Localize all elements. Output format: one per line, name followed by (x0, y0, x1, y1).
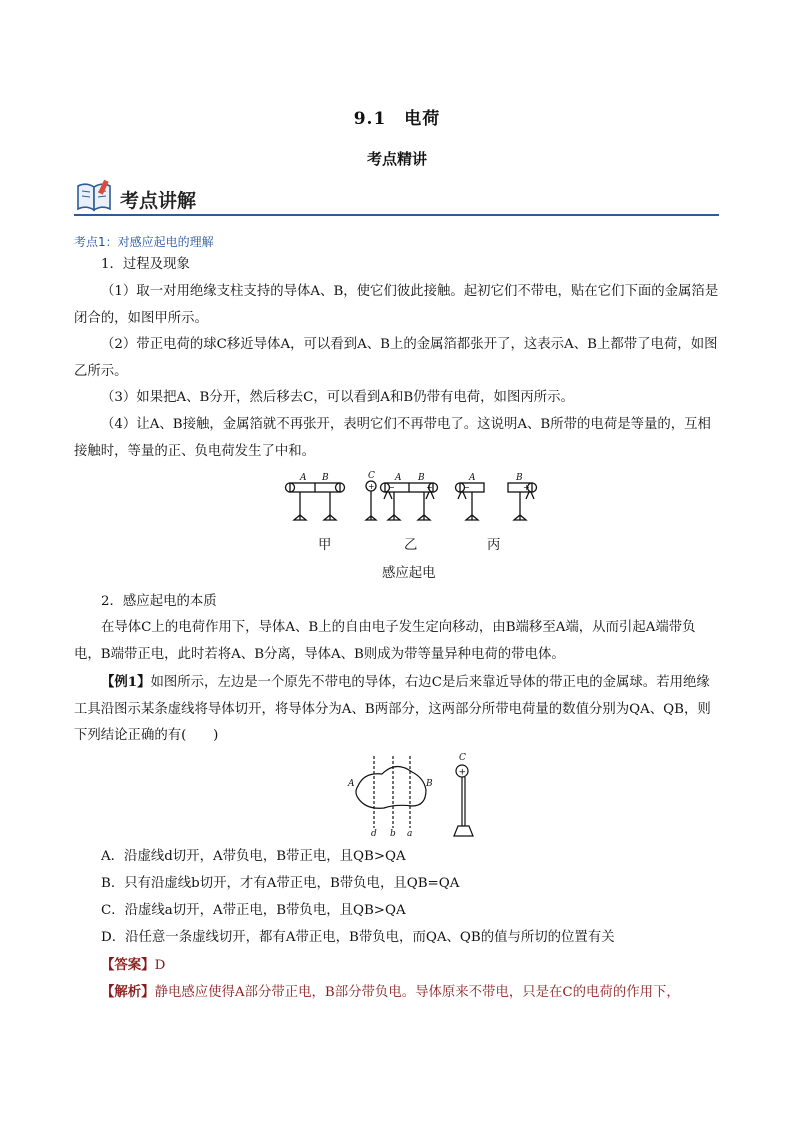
example-block (74, 669, 722, 750)
fig1-label-b: B (322, 473, 329, 483)
section2-text: 在导体C上的电荷作用下，导体A、B上的自由电子发生定向移动，由B端移至A端，从而引起A端带负电，B端带正电，此时若将A、B分离，导体A、B则成为带等量异种电荷的带电体。 (74, 620, 696, 662)
item-4: （4）让A、B接触，金属箔就不再张开，表明它们不再带电了。这说明A、B所带的电荷是等量的，互相接触时，等量的正、负电荷发生了中和。 (74, 417, 711, 459)
page-title: 9.1 电荷 (353, 109, 441, 129)
fig1-label-b3: B (516, 473, 523, 483)
analysis-text: 静电感应使得A部分带正电，B部分带负电。导体原来不带电，只是在C的电荷的作用下， (154, 985, 680, 1000)
fig2-label-C: C (459, 753, 466, 763)
analysis-line (74, 979, 722, 1007)
option-c: C．沿虚线a切开，A带正电，B带负电，且QB>QA (101, 903, 406, 918)
banner-divider (74, 214, 719, 216)
fig2-label-B: B (426, 779, 433, 789)
answer-line (74, 952, 722, 980)
answer-value: D (154, 958, 166, 973)
section2-heading: 2．感应起电的本质 (101, 594, 217, 609)
fig1-plus-b: + (426, 483, 433, 492)
fig1-label-b2: B (418, 473, 425, 483)
open-book-icon (74, 178, 114, 214)
answer-tag: 【答案】 (101, 957, 155, 973)
fig1-label-a2: A (395, 473, 402, 483)
fig1-label-a: A (300, 473, 307, 483)
item-2: （2）带正电荷的球C移近导体A，可以看到A、B上的金属箔都张开了，这表示A、B上都带了电荷，如图乙所示。 (74, 337, 718, 379)
option-a: A．沿虚线d切开，A带负电，B带正电，且QB>QA (101, 849, 406, 864)
fig2-label-b: b (390, 829, 396, 839)
fig1-plus-c: + (368, 482, 375, 491)
fig1-label-c: C (368, 471, 375, 481)
fig1-plus-b3: + (523, 483, 530, 492)
example-tag: 【例1】 (101, 674, 151, 690)
fig1-label-jia: 甲 (318, 538, 332, 553)
analysis-tag: 【解析】 (101, 984, 155, 1000)
fig1-label-yi: 乙 (404, 538, 418, 553)
option-d: D．沿任意一条虚线切开，都有A带正电，B带负电，而QA、QB的值与所切的位置有关 (101, 930, 615, 945)
example-text: 如图所示，左边是一个原先不带电的导体，右边C是后来靠近导体的带正电的金属球。若用绝缘工具沿图示某条虚线将导体切开，将导体分为A、B两部分，这两部分所带电荷量的数值分别为QA、QB，则下列结论正确的有( ) (74, 675, 711, 743)
fig1-minus-a: − (388, 483, 395, 492)
cut-figure (344, 750, 484, 840)
fig2-label-A: A (348, 779, 355, 789)
fig1-minus-a3: − (463, 483, 470, 492)
item-3: （3）如果把A、B分开，然后移去C，可以看到A和B仍带有电荷，如图丙所示。 (101, 390, 574, 405)
fig1-label-bing: 丙 (487, 538, 501, 553)
point-heading: 考点1：对感应起电的理解 (74, 235, 214, 249)
option-b: B．只有沿虚线b切开，才有A带正电，B带负电，且QB=QA (101, 876, 460, 891)
fig1-label-a3: A (469, 473, 476, 483)
fig2-label-d: d (371, 829, 377, 839)
page-subtitle: 考点精讲 (366, 150, 427, 168)
fig2-plus-sign: + (458, 767, 467, 778)
fig1-caption: 感应起电 (382, 566, 436, 581)
induction-figure (282, 468, 542, 528)
fig2-label-a: a (407, 829, 413, 839)
item-1: （1）取一对用绝缘支柱支持的导体A、B，使它们彼此接触。起初它们不带电，贴在它们下面的金属箔是闭合的，如图甲所示。 (74, 284, 719, 326)
section1-heading: 1．过程及现象 (101, 257, 190, 272)
banner-label: 考点讲解 (120, 190, 197, 212)
